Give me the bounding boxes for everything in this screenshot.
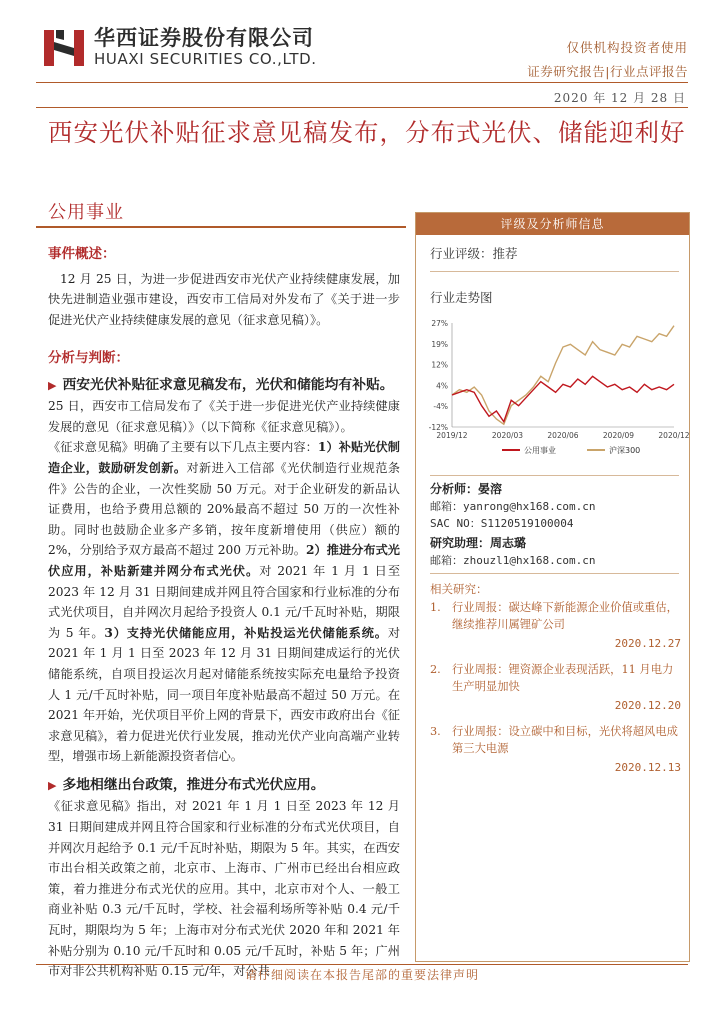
footer-divider <box>36 964 688 965</box>
company-logo <box>42 26 86 70</box>
analyst-divider <box>430 573 679 574</box>
point1-paragraph-1: 25 日，西安市工信局发布了《关于进一步促进光伏产业持续健康发展的意见（征求意见稿）》（以下简称《征求意见稿》）。 <box>48 399 400 434</box>
analysis-section <box>48 348 400 982</box>
x-tick-label: 2020/12 <box>658 431 690 440</box>
analyst-sac: SAC NO：S1120519100004 <box>430 517 574 530</box>
legend-label: 公用事业 <box>524 446 556 455</box>
related-title: 行业周报：设立碳中和目标，光伏将超风电成第三大电源 <box>452 725 678 755</box>
analyst-name: 分析师：晏溶 <box>430 482 503 496</box>
related-title: 行业周报：锂资源企业表现活跃，11 月电力生产明显加快 <box>452 663 674 693</box>
series-line <box>452 376 674 421</box>
rating-divider <box>430 271 679 272</box>
related-date: 2020.12.27 <box>614 637 681 650</box>
y-tick-label: 4% <box>436 381 448 391</box>
report-title: 西安光伏补贴征求意见稿发布，分布式光伏、储能迎利好 <box>48 118 686 147</box>
y-tick-label: 27% <box>431 319 448 328</box>
event-heading: 事件概述： <box>48 246 116 262</box>
x-tick-label: 2020/09 <box>602 431 635 440</box>
industry-name: 公用事业 <box>48 202 124 223</box>
date-divider <box>36 107 688 108</box>
y-tick-label: -12% <box>428 423 448 432</box>
report-type: 证券研究报告|行业点评报告 <box>527 64 688 79</box>
related-label: 相关研究： <box>430 582 488 596</box>
audience-note: 仅供机构投资者使用 <box>566 40 688 55</box>
assistant-name: 研究助理：周志璐 <box>430 536 527 550</box>
analysis-heading: 分析与判断： <box>48 350 129 366</box>
triangle-bullet-icon: ▶ <box>48 778 57 792</box>
event-text: 12 月 25 日，为进一步促进西安市光伏产业持续健康发展，加快先进制造业强市建设，西安市工信局对外发布了《关于进一步促进光伏产业持续健康发展的意见（征求意见稿）》。 <box>48 271 400 327</box>
point1-p2-bold-2: 2）推进分布式光伏应用，补贴新建并网分布式光伏。 <box>48 543 400 578</box>
related-num: 1. <box>430 601 441 614</box>
related-date: 2020.12.20 <box>614 699 681 712</box>
point2-title <box>48 775 400 797</box>
header-divider <box>36 82 688 83</box>
report-date: 2020 年 12 月 28 日 <box>553 91 686 105</box>
point1-p2-body-3: 对 2021 年 1 月 1 日至 2023 年 12 月 31 日期间建成运行的光伏储能系统，自项目投运次月起对储能系统按实际充电量给予投资人 1 元/千瓦时补贴，同一项目年度补贴最高不超过 50 万元。 <box>48 625 400 702</box>
company-name-cn: 华西证券股份有限公司 <box>94 26 314 50</box>
point1-p2-body-1: 对新进入工信部《光伏制造行业规范条件》公告的企业，一次性奖励 50 万元。对于企业研发的新品认证费用，也给予费用总额的 20%最高不超过 50 万的一次性补助。同时也鼓励企业多产多销，按年度新增使用（供应）额的 2%，分别给予双方最高不超过 200 万元补助。 <box>48 460 401 558</box>
rating-analyst-box <box>415 212 690 962</box>
point1-title-text: 西安光伏补贴征求意见稿发布，光伏和储能均有补贴。 <box>62 376 394 393</box>
event-section <box>48 244 400 330</box>
y-tick-label: 19% <box>431 339 448 349</box>
assistant-email: 邮箱：zhouzl1@hx168.com.cn <box>430 554 596 567</box>
trend-label: 行业走势图 <box>430 290 493 305</box>
industry-divider <box>36 226 406 228</box>
point1-p2-body-4: 在 2021 年开始，光伏项目平价上网的背景下，西安市政府出台《征求意见稿》，着力促进光伏行业发展，推动光伏产业向高端产业转型，增强市场上新能源投资者信心。 <box>48 687 400 764</box>
x-tick-label: 2020/03 <box>491 431 524 440</box>
y-tick-label: -4% <box>433 402 448 412</box>
related-num: 2. <box>430 663 441 676</box>
point1-p2-bold-3: 3）支持光伏储能应用，补贴投运光伏储能系统。 <box>104 625 388 640</box>
y-tick-label: 12% <box>431 360 448 370</box>
point1-p2-lead: 《征求意见稿》明确了主要有以下几点主要内容： <box>48 440 318 455</box>
industry-rating: 行业评级：推荐 <box>430 246 518 261</box>
chart-divider <box>430 475 679 476</box>
analyst-email: 邮箱：yanrong@hx168.com.cn <box>430 500 596 513</box>
industry-trend-chart <box>422 315 690 465</box>
point2-paragraph-1: 《征求意见稿》指出，对 2021 年 1 月 1 日至 2023 年 12 月 31 日期间建成并网且符合国家和行业标准的分布式光伏项目，自并网次月起给予 0.1 元/千瓦时补贴，期限为 5 年。其实，在西安市出台相关政策之前，北京市、上海市、广州市已经出台相应政策，着力推进分布式光伏的应用。其中，北京市对个人、一般工商业补贴 0.3 元/千瓦时，学校、社会福利场所等补贴 0.4 元/千瓦时，期限均为 5 年；上海市对分布式光伏 2020 年和 2021 年补贴分别为 0.10 元/千瓦时和 0.05 元/千瓦时，补贴 5 年；广州市对非公共机构补贴 0.15 元/年，对公共 <box>48 799 400 979</box>
point1-p2-body-2: 对 2021 年 1 月 1 日至 2023 年 12 月 31 日期间建成并网且符合国家和行业标准的分布式光伏项目，自并网次月起给予投资人 0.1 元/千瓦时补贴，期限为 5 年。 <box>48 563 401 640</box>
x-tick-label: 2020/06 <box>547 431 579 440</box>
point1-title <box>48 375 400 397</box>
related-title: 行业周报：碳达峰下新能源企业价值或重估，继续推荐川属锂矿公司 <box>452 601 678 631</box>
triangle-bullet-icon: ▶ <box>48 378 57 392</box>
point1-paragraph-2 <box>48 437 400 767</box>
related-date: 2020.12.13 <box>614 761 681 774</box>
series-line <box>452 326 674 425</box>
legal-notice: 请仔细阅读在本报告尾部的重要法律声明 <box>244 968 479 982</box>
company-name-en: HUAXI SECURITIES CO.,LTD. <box>94 50 317 68</box>
box-title: 评级及分析师信息 <box>416 213 689 235</box>
point2-title-text: 多地相继出台政策，推进分布式光伏应用。 <box>62 776 325 793</box>
x-tick-label: 2019/12 <box>436 431 468 440</box>
legend-label: 沪深300 <box>609 446 641 455</box>
related-num: 3. <box>430 725 441 738</box>
point1-p2-bold-1: 1）补贴光伏制造企业，鼓励研发创新。 <box>48 440 400 475</box>
